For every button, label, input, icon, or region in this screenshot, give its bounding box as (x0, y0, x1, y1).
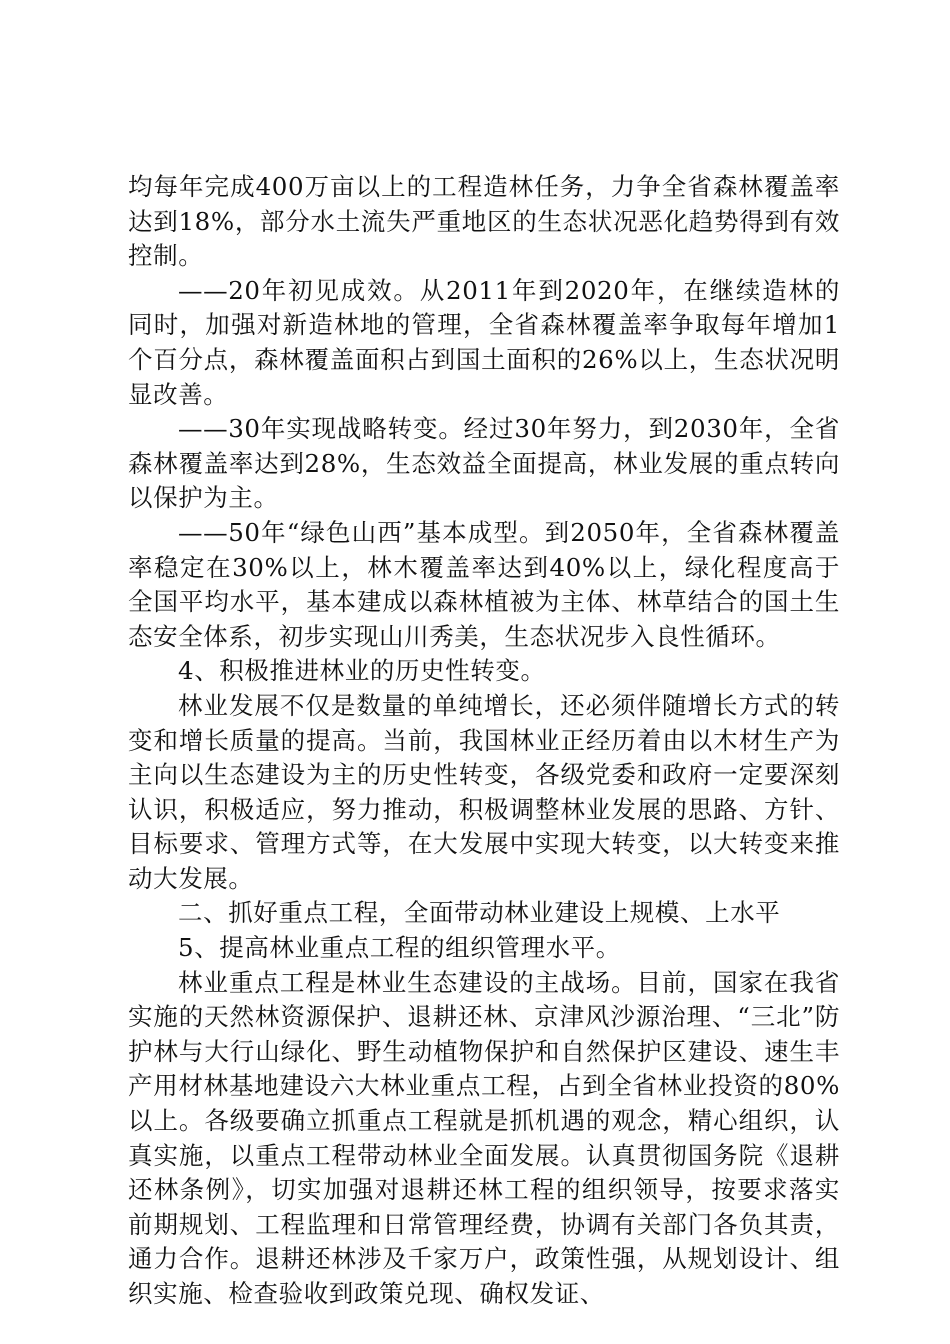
paragraph-20-year-goal: ——20年初见成效。从2011年到2020年，在继续造林的同时，加强对新造林地的管理，全省森林覆盖率争取每年增加1个百分点，森林覆盖面积占到国土面积的26%以上，生态状况明显改善。 (128, 275, 840, 409)
paragraph-50-year-goal: ——50年“绿色山西”基本成型。到2050年，全省森林覆盖率稳定在30%以上，林木覆盖率达到40%以上，绿化程度高于全国平均水平，基本建成以森林植被为主体、林草结合的国土生态安全体系，初步实现山川秀美，生态状况步入良性循环。 (128, 517, 840, 651)
document-body (128, 170, 840, 1312)
section-heading-4: 4、积极推进林业的历史性转变。 (178, 656, 546, 686)
paragraph-30-year-goal: ——30年实现战略转变。经过30年努力，到2030年，全省森林覆盖率达到28%，生态效益全面提高，林业发展的重点转向以保护为主。 (128, 414, 840, 513)
paragraph-historic-transition: 林业发展不仅是数量的单纯增长，还必须伴随增长方式的转变和增长质量的提高。当前，我国林业正经历着由以木材生产为主向以生态建设为主的历史性转变，各级党委和政府一定要深刻认识，积极适应，努力推动，积极调整林业发展的思路、方针、目标要求、管理方式等，在大发展中实现大转变，以大转变来推动大发展。 (128, 690, 840, 893)
section-heading-2: 二、抓好重点工程，全面带动林业建设上规模、上水平 (178, 898, 781, 928)
paragraph-key-projects: 林业重点工程是林业生态建设的主战场。目前，国家在我省实施的天然林资源保护、退耕还林、京津风沙源治理、“三北”防护林与大行山绿化、野生动植物保护和自然保护区建设、速生丰产用材林基地建设六大林业重点工程，占到全省林业投资的80%以上。各级要确立抓重点工程就是抓机遇的观念，精心组织，认真实施，以重点工程带动林业全面发展。认真贯彻国务院《退耕还林条例》，切实加强对退耕还林工程的组织领导，按要求落实前期规划、工程监理和日常管理经费，协调有关部门各负其责，通力合作。退耕还林涉及千家万户，政策性强，从规划设计、组织实施、检查验收到政策兑现、确权发证、 (128, 967, 840, 1308)
paragraph-continued: 均每年完成400万亩以上的工程造林任务，力争全省森林覆盖率达到18%，部分水土流失严重地区的生态状况恶化趋势得到有效控制。 (128, 172, 840, 271)
section-heading-5: 5、提高林业重点工程的组织管理水平。 (178, 933, 621, 963)
